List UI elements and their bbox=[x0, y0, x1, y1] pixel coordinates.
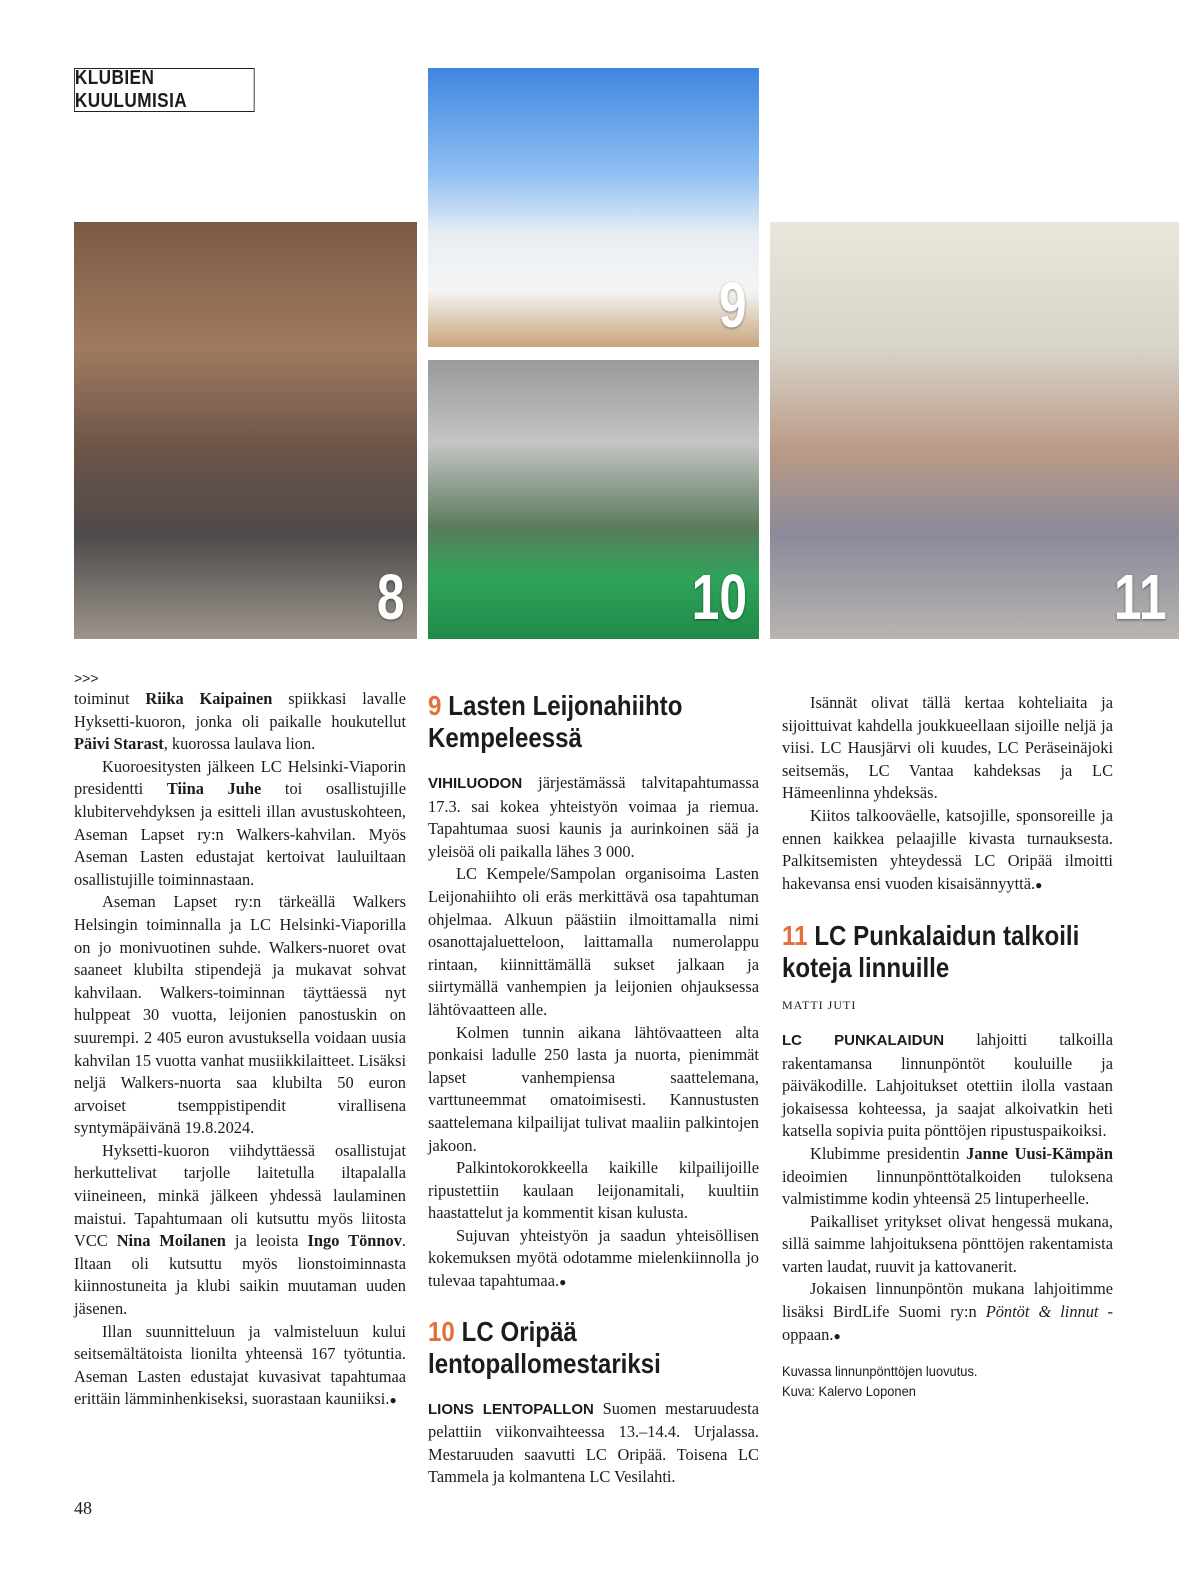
article-column-2 bbox=[428, 690, 759, 1489]
photo-number-10: 10 bbox=[691, 561, 747, 633]
paragraph: Aseman Lapset ry:n tärkeällä Walkers Helsingin toiminnalla ja LC Helsinki-Viaporilla on jo monivuotinen suhde. Walkers-nuoret ovat saaneet klubilta stipendejä ja mukavat sohvat kahvilaan. Walkers-toiminnan täyttäessä nyt hulppeat 30 vuotta, leijonien panostuskin on suurempi. 2 405 euron avustuksella voidaan uusia kahvilan 15 vuotta vanhat musiikkilaitteet. Lisäksi neljä Walkers-nuorta saa klubilta 50 euron arvoiset tsemppistipendit virallisena syntymäpäivänä 19.8.2024. bbox=[74, 892, 406, 1138]
photo-number-8: 8 bbox=[377, 561, 405, 633]
paragraph: Sujuvan yhteistyön ja saadun yhteisöllisen kokemuksen myötä odotamme mielenkiinnolla jo tulevaa tapahtumaa.● bbox=[428, 1225, 759, 1291]
photo-caption: Kuvassa linnunpönttöjen luovutus. Kuva: Kalervo Loponen bbox=[782, 1363, 978, 1400]
paragraph: Kiitos talkooväelle, katsojille, sponsoreille ja ennen kaikkea pelaajille kivasta turnauksesta. Palkitsemisten yhteydessä LC Oripää ilmoitti hakevansa ensi vuoden kisaisännyyttä.● bbox=[782, 805, 1113, 893]
paragraph: Hyksetti-kuoron viihdyttäessä osallistujat herkuttelivat tarjolle laitetulla iltapalalla viineineen, minkä jälkeen yhdessä laulaminen maistui. Tapahtumaan oli kutsuttu myös liitosta VCC Nina Moilanen ja leoista Ingo Tönnov. Iltaan oli kutsuttu myös lionstoiminnasta kiinnostuneita ja klubi saikin muutaman uuden jäsenen. bbox=[74, 1140, 406, 1319]
paragraph: Jokaisen linnunpöntön mukana lahjoitimme lisäksi BirdLife Suomi ry:n Pöntöt & linnut -oppaan.● bbox=[782, 1279, 1113, 1344]
page-number: 48 bbox=[74, 1498, 92, 1518]
paragraph: Kolmen tunnin aikana lähtövaatteen alta ponkaisi ladulle 250 lasta ja nuorta, pienimmät lapset vanhempiensa saattelemana, varttuneemmat omatoimisesti. Kannustusten saattelemana kilpailijat tulivat maaliin palkintojen jakoon. bbox=[428, 1022, 759, 1155]
section-label: KLUBIEN KUULUMISIA bbox=[74, 68, 255, 112]
paragraph: LIONS LENTOPALLON Suomen mestaruudesta pelattiin viikonvaihteessa 13.–14.4. Urjalassa. Mestaruuden saavutti LC Oripää. Toisena LC Tammela ja kolmantena LC Vesilahti. bbox=[428, 1398, 759, 1487]
photo-number-11: 11 bbox=[1114, 561, 1167, 633]
photo-number-9: 9 bbox=[719, 269, 747, 341]
paragraph: Palkintokorokkeella kaikille kilpailijoille ripustettiin kaulaan leijonamitali, kuultiin haastattelut ja kommentit kisan kulusta. bbox=[428, 1158, 759, 1223]
byline: MATTI JUTI bbox=[782, 998, 857, 1013]
paragraph: VIHILUODON järjestämässä talvitapahtumassa 17.3. sai kokea yhteistyön voimaa ja riemua. Tapahtumaa suosi kaunis ja aurinkoinen sää ja yleisöä oli paikalla lähes 3 000. bbox=[428, 773, 759, 861]
photo-ski-event bbox=[428, 68, 759, 347]
paragraph: LC PUNKALAIDUN lahjoitti talkoilla rakentamansa linnunpöntöt kouluille ja päiväkodille. Lahjoitukset otettiin ilolla vastaan jokaisessa kohteessa, ja saajat alkoivatkin heti katsella sopivia puita pönttöjen ripustuspaikoiksi. bbox=[782, 1029, 1113, 1141]
article-9-heading: 9 Lasten Leijonahiihto Kempeleessä bbox=[428, 690, 683, 753]
end-mark: ● bbox=[389, 1393, 397, 1408]
end-mark: ● bbox=[559, 1275, 567, 1290]
paragraph: LC Kempele/Sampolan organisoima Lasten Leijonahiihto oli eräs merkittävä osa tapahtuman ohjelmaa. Alkuun päästiin ilmoittamalla nimi osanottajaluetteloon, laittamalla numerolappu rintaan, kiinnittämällä sukset jalkaan ja siirtymällä vanhempien ja leijonien ohjauksessa lähtövaatteen alle. bbox=[428, 864, 759, 1019]
paragraph: Klubimme presidentin Janne Uusi-Kämpän ideoimien linnunpönttötalkoiden tuloksena valmistimme kodin yhteensä 25 lintuperheelle. bbox=[782, 1143, 1113, 1209]
photo-choir-event bbox=[74, 222, 417, 639]
end-mark: ● bbox=[1035, 877, 1043, 892]
end-mark: ● bbox=[833, 1328, 841, 1343]
paragraph: Isännät olivat tällä kertaa kohteliaita ja sijoittuivat kahdella joukkueellaan sijoille neljä ja viisi. LC Hausjärvi oli kuudes, LC Peräseinäjoki seitsemäs, LC Vantaa kahdeksas ja LC Hämeenlinna yhdeksäs. bbox=[782, 693, 1113, 803]
photo-birdhouse-handover bbox=[770, 222, 1179, 639]
article-11-heading: 11 LC Punkalaidun talkoili koteja linnuille bbox=[782, 920, 1080, 984]
photo-volleyball-team bbox=[428, 360, 759, 639]
paragraph: Paikalliset yritykset olivat hengessä mukana, sillä saimme lahjoituksena pönttöjen rakentamista varten laudat, ruuvit ja kattovanerit. bbox=[782, 1211, 1113, 1276]
paragraph: Illan suunnitteluun ja valmisteluun kului seitsemältätoista lionilta yhteensä 167 työtuntia. Aseman Lasten edustajat kuvasivat tapahtumaa erittäin lämminhenkiseksi, suorastaan kauniiksi.● bbox=[74, 1321, 406, 1409]
paragraph: Kuoroesitysten jälkeen LC Helsinki-Viaporin presidentti Tiina Juhe toi osallistujille klubitervehdyksen ja esitteli illan avustuskohteen, Aseman Lapset ry:n Walkers-kahvilan. Myös Aseman Lasten edustajat kertoivat lauluiltaan osallistujille toiminnastaan. bbox=[74, 756, 406, 889]
article-column-3 bbox=[782, 692, 1113, 1401]
article-column-1 bbox=[74, 668, 406, 1412]
article-10-heading: 10 LC Oripää lentopallomestariksi bbox=[428, 1315, 661, 1379]
continuation-mark: >>> bbox=[74, 670, 99, 686]
paragraph: toiminut Riika Kaipainen spiikkasi lavalle Hyksetti-kuoron, jonka oli paikalle houkutellut Päivi Starast, kuorossa laulava lion. bbox=[74, 689, 406, 754]
